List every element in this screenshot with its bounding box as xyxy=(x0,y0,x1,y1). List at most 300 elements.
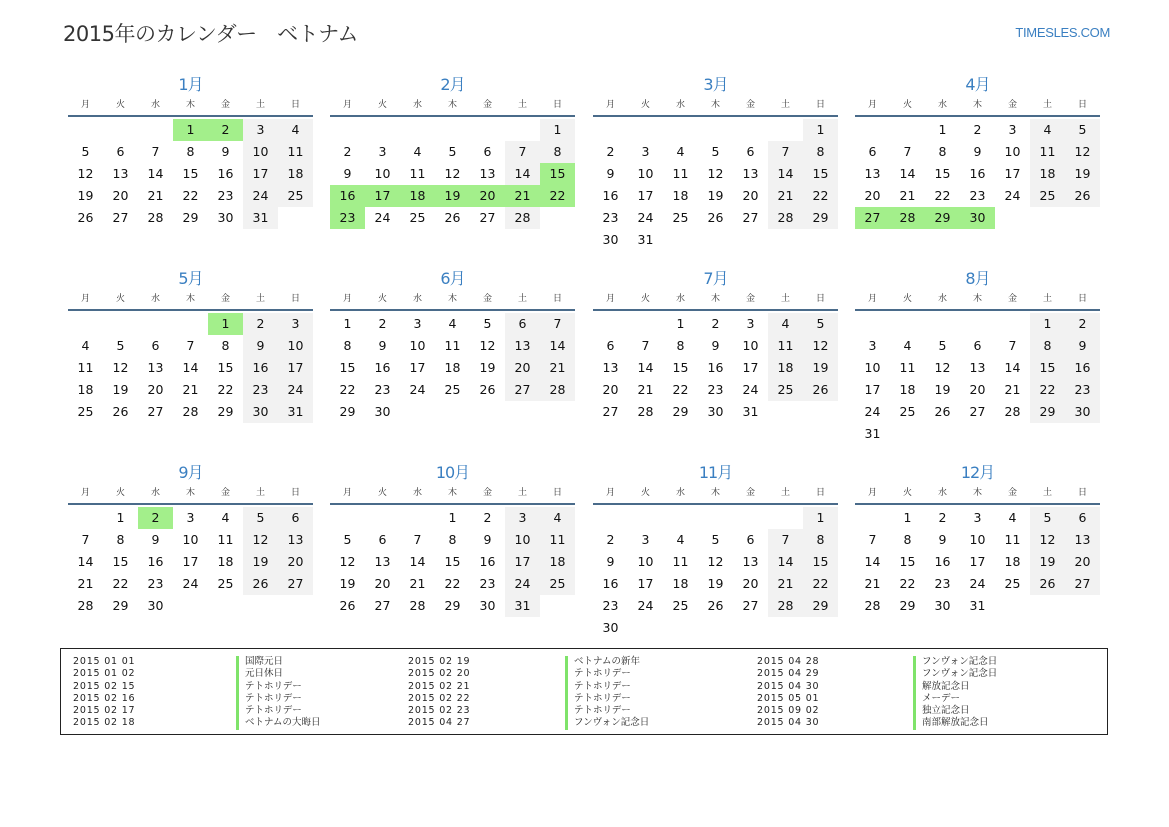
day-cell: 25 xyxy=(540,573,575,595)
day-cell: 6 xyxy=(278,507,313,529)
empty-cell xyxy=(733,119,768,141)
day-cell: 30 xyxy=(602,232,619,247)
day-cell: 31 xyxy=(505,595,540,617)
day-cell: 6 xyxy=(151,338,160,353)
day-cell: 26 xyxy=(1065,185,1100,207)
day-cell: 10 xyxy=(637,166,654,181)
weekday-label: 火 xyxy=(377,488,387,498)
day-cell: 6 xyxy=(973,338,982,353)
day-cell: 5 xyxy=(116,338,125,353)
holiday-name: テトホリデー xyxy=(565,668,631,680)
day-grid xyxy=(68,507,313,617)
day-cell: 26 xyxy=(112,404,129,419)
day-cell: 25 xyxy=(409,210,426,225)
day-cell: 6 xyxy=(606,338,615,353)
weekday-header xyxy=(330,96,575,117)
weekday-header xyxy=(855,96,1100,117)
weekday-label: 木 xyxy=(972,100,982,110)
day-cell: 27 xyxy=(112,210,129,225)
day-cell: 12 xyxy=(803,335,838,357)
holiday-date: 2015 04 28 xyxy=(757,656,820,667)
day-cell: 29 xyxy=(672,404,689,419)
day-cell: 21 xyxy=(77,576,94,591)
holiday-name: ベトナムの大晦日 xyxy=(236,717,321,729)
day-cell: 1 xyxy=(343,316,352,331)
day-cell: 25 xyxy=(77,404,94,419)
day-cell: 11 xyxy=(444,338,461,353)
day-cell: 18 xyxy=(540,551,575,573)
holiday-date: 2015 02 17 xyxy=(73,705,136,717)
day-cell: 24 xyxy=(864,404,881,419)
weekday-label: 月 xyxy=(342,488,352,498)
day-cell: 8 xyxy=(1030,335,1065,357)
holiday-date: 2015 09 02 xyxy=(757,705,820,717)
weekday-label: 土 xyxy=(780,100,790,110)
day-cell: 11 xyxy=(77,360,94,375)
day-cell: 15 xyxy=(444,554,461,569)
day-cell: 18 xyxy=(672,576,689,591)
day-cell: 22 xyxy=(217,382,234,397)
weekday-label: 土 xyxy=(255,100,265,110)
day-cell: 7 xyxy=(768,529,803,551)
empty-cell xyxy=(593,119,628,141)
day-cell: 25 xyxy=(768,379,803,401)
day-cell: 9 xyxy=(483,532,492,547)
holiday-day-cell: 16 xyxy=(330,185,365,207)
day-cell: 13 xyxy=(1065,529,1100,551)
empty-cell xyxy=(733,507,768,529)
weekday-label: 日 xyxy=(815,294,825,304)
day-cell: 16 xyxy=(374,360,391,375)
holiday-name: 南部解放記念日 xyxy=(913,717,989,729)
weekday-label: 日 xyxy=(290,100,300,110)
day-cell: 7 xyxy=(768,141,803,163)
day-cell: 14 xyxy=(768,551,803,573)
day-cell: 24 xyxy=(409,382,426,397)
day-cell: 1 xyxy=(803,119,838,141)
day-cell: 8 xyxy=(186,144,195,159)
day-cell: 14 xyxy=(505,163,540,185)
day-cell: 7 xyxy=(151,144,160,159)
day-cell: 5 xyxy=(81,144,90,159)
day-cell: 1 xyxy=(1030,313,1065,335)
holiday-name: 独立記念日 xyxy=(913,705,970,717)
day-cell: 2 xyxy=(243,313,278,335)
holiday-legend xyxy=(60,648,1108,735)
empty-cell xyxy=(890,119,925,141)
day-cell: 13 xyxy=(479,166,496,181)
weekday-label: 火 xyxy=(640,488,650,498)
day-cell: 6 xyxy=(1065,507,1100,529)
day-cell: 19 xyxy=(707,576,724,591)
month-block xyxy=(330,268,575,423)
day-cell: 31 xyxy=(243,207,278,229)
month-name: 8月 xyxy=(965,269,990,288)
day-cell: 16 xyxy=(479,554,496,569)
holiday-day-cell: 21 xyxy=(505,185,540,207)
day-cell: 2 xyxy=(938,510,947,525)
day-cell: 21 xyxy=(864,576,881,591)
empty-cell xyxy=(138,119,173,141)
weekday-label: 火 xyxy=(115,100,125,110)
weekday-label: 日 xyxy=(1077,100,1087,110)
weekday-label: 日 xyxy=(290,294,300,304)
holiday-day-cell: 1 xyxy=(173,119,208,141)
holiday-name: フンヴォン記念日 xyxy=(565,717,649,729)
day-cell: 14 xyxy=(77,554,94,569)
day-cell: 5 xyxy=(711,532,720,547)
holiday-date: 2015 05 01 xyxy=(757,692,820,704)
day-cell: 3 xyxy=(973,510,982,525)
day-cell: 19 xyxy=(77,188,94,203)
day-cell: 31 xyxy=(742,404,759,419)
day-cell: 11 xyxy=(540,529,575,551)
day-cell: 29 xyxy=(217,404,234,419)
weekday-label: 水 xyxy=(675,294,685,304)
day-cell: 23 xyxy=(479,576,496,591)
day-cell: 16 xyxy=(602,188,619,203)
weekday-label: 土 xyxy=(255,488,265,498)
weekday-label: 土 xyxy=(1042,100,1052,110)
weekday-label: 日 xyxy=(1077,488,1087,498)
holiday-name: テトホリデー xyxy=(565,681,631,693)
day-cell: 17 xyxy=(505,551,540,573)
day-cell: 12 xyxy=(707,554,724,569)
day-cell: 4 xyxy=(1008,510,1017,525)
day-cell: 12 xyxy=(479,338,496,353)
day-cell: 10 xyxy=(969,532,986,547)
day-cell: 1 xyxy=(803,507,838,529)
day-cell: 21 xyxy=(540,357,575,379)
day-cell: 5 xyxy=(1030,507,1065,529)
day-cell: 27 xyxy=(742,598,759,613)
holiday-name: テトホリデー xyxy=(236,681,302,693)
day-cell: 26 xyxy=(339,598,356,613)
empty-cell xyxy=(698,507,733,529)
day-cell: 15 xyxy=(112,554,129,569)
holiday-day-cell: 15 xyxy=(540,163,575,185)
empty-cell xyxy=(400,507,435,529)
legend-row xyxy=(757,705,1077,717)
empty-cell xyxy=(593,313,628,335)
day-grid xyxy=(68,313,313,423)
day-cell: 22 xyxy=(803,573,838,595)
weekday-label: 土 xyxy=(517,488,527,498)
day-cell: 7 xyxy=(186,338,195,353)
day-cell: 14 xyxy=(182,360,199,375)
empty-cell xyxy=(628,313,663,335)
month-block xyxy=(330,74,575,229)
day-cell: 20 xyxy=(505,357,540,379)
day-cell: 24 xyxy=(969,576,986,591)
day-cell: 11 xyxy=(1004,532,1021,547)
weekday-label: 金 xyxy=(482,294,492,304)
day-cell: 6 xyxy=(868,144,877,159)
weekday-label: 木 xyxy=(447,100,457,110)
day-cell: 14 xyxy=(768,163,803,185)
empty-cell xyxy=(68,119,103,141)
day-cell: 26 xyxy=(243,573,278,595)
empty-cell xyxy=(698,119,733,141)
month-block xyxy=(593,74,838,251)
day-cell: 17 xyxy=(742,360,759,375)
day-cell: 5 xyxy=(448,144,457,159)
weekday-label: 木 xyxy=(710,488,720,498)
empty-cell xyxy=(103,119,138,141)
empty-cell xyxy=(593,507,628,529)
day-cell: 26 xyxy=(803,379,838,401)
day-cell: 5 xyxy=(711,144,720,159)
day-cell: 13 xyxy=(742,554,759,569)
holiday-day-cell: 17 xyxy=(365,185,400,207)
day-cell: 11 xyxy=(217,532,234,547)
day-cell: 15 xyxy=(803,551,838,573)
holiday-date: 2015 01 02 xyxy=(73,668,136,680)
day-cell: 19 xyxy=(243,551,278,573)
empty-cell xyxy=(365,119,400,141)
day-cell: 7 xyxy=(81,532,90,547)
weekday-header xyxy=(330,290,575,311)
day-cell: 11 xyxy=(1030,141,1065,163)
day-cell: 13 xyxy=(278,529,313,551)
day-cell: 3 xyxy=(243,119,278,141)
weekday-label: 木 xyxy=(185,488,195,498)
day-cell: 4 xyxy=(413,144,422,159)
day-cell: 12 xyxy=(77,166,94,181)
day-cell: 16 xyxy=(934,554,951,569)
day-cell: 13 xyxy=(742,166,759,181)
day-cell: 20 xyxy=(278,551,313,573)
month-block xyxy=(593,268,838,423)
day-cell: 19 xyxy=(339,576,356,591)
day-cell: 17 xyxy=(637,188,654,203)
weekday-label: 日 xyxy=(552,488,562,498)
day-cell: 4 xyxy=(676,532,685,547)
empty-cell xyxy=(103,313,138,335)
day-cell: 24 xyxy=(182,576,199,591)
legend-row xyxy=(757,668,1077,680)
day-cell: 17 xyxy=(637,576,654,591)
day-cell: 30 xyxy=(602,620,619,635)
day-cell: 20 xyxy=(742,576,759,591)
empty-cell xyxy=(400,119,435,141)
day-cell: 28 xyxy=(768,207,803,229)
weekday-label: 月 xyxy=(80,100,90,110)
day-cell: 24 xyxy=(243,185,278,207)
empty-cell xyxy=(138,313,173,335)
day-cell: 15 xyxy=(1030,357,1065,379)
day-cell: 22 xyxy=(182,188,199,203)
day-cell: 19 xyxy=(112,382,129,397)
day-cell: 23 xyxy=(374,382,391,397)
day-cell: 18 xyxy=(1004,554,1021,569)
day-cell: 25 xyxy=(278,185,313,207)
legend-row xyxy=(757,693,1077,705)
day-cell: 12 xyxy=(339,554,356,569)
day-cell: 18 xyxy=(444,360,461,375)
day-cell: 10 xyxy=(182,532,199,547)
holiday-name: フンヴォン記念日 xyxy=(913,656,997,668)
legend-column xyxy=(408,656,728,730)
empty-cell xyxy=(330,119,365,141)
day-cell: 21 xyxy=(768,573,803,595)
empty-cell xyxy=(995,313,1030,335)
weekday-label: 水 xyxy=(675,100,685,110)
day-cell: 2 xyxy=(1065,313,1100,335)
legend-row xyxy=(757,717,1077,729)
day-cell: 8 xyxy=(448,532,457,547)
weekday-label: 月 xyxy=(342,100,352,110)
holiday-name: 国際元日 xyxy=(236,656,283,668)
month-name: 12月 xyxy=(960,463,995,482)
day-cell: 25 xyxy=(899,404,916,419)
day-cell: 29 xyxy=(339,404,356,419)
day-cell: 3 xyxy=(641,144,650,159)
day-cell: 31 xyxy=(969,598,986,613)
day-cell: 1 xyxy=(116,510,125,525)
holiday-name: テトホリデー xyxy=(565,693,631,705)
legend-row xyxy=(73,717,393,729)
holiday-day-cell: 22 xyxy=(540,185,575,207)
day-cell: 28 xyxy=(147,210,164,225)
weekday-label: 土 xyxy=(517,294,527,304)
weekday-label: 火 xyxy=(115,488,125,498)
weekday-header xyxy=(330,484,575,505)
weekday-label: 土 xyxy=(1042,488,1052,498)
day-cell: 2 xyxy=(606,144,615,159)
day-cell: 12 xyxy=(1030,529,1065,551)
day-cell: 3 xyxy=(186,510,195,525)
holiday-date: 2015 02 20 xyxy=(408,668,471,680)
legend-row xyxy=(408,705,728,717)
day-cell: 15 xyxy=(899,554,916,569)
day-cell: 4 xyxy=(221,510,230,525)
day-cell: 31 xyxy=(278,401,313,423)
weekday-label: 月 xyxy=(80,294,90,304)
day-cell: 5 xyxy=(483,316,492,331)
day-cell: 25 xyxy=(672,210,689,225)
day-cell: 20 xyxy=(602,382,619,397)
day-cell: 10 xyxy=(742,338,759,353)
day-cell: 15 xyxy=(934,166,951,181)
day-cell: 13 xyxy=(505,335,540,357)
weekday-label: 木 xyxy=(185,100,195,110)
holiday-date: 2015 04 30 xyxy=(757,680,820,692)
day-cell: 29 xyxy=(1030,401,1065,423)
weekday-label: 木 xyxy=(710,100,720,110)
day-cell: 31 xyxy=(864,426,881,441)
day-cell: 23 xyxy=(147,576,164,591)
day-cell: 19 xyxy=(479,360,496,375)
weekday-label: 日 xyxy=(1077,294,1087,304)
month-block xyxy=(855,462,1100,617)
holiday-name: メーデー xyxy=(913,693,960,705)
month-name: 11月 xyxy=(698,463,733,482)
day-cell: 4 xyxy=(278,119,313,141)
day-cell: 27 xyxy=(147,404,164,419)
day-cell: 24 xyxy=(637,210,654,225)
empty-cell xyxy=(68,313,103,335)
weekday-header xyxy=(68,484,313,505)
weekday-label: 土 xyxy=(780,294,790,304)
weekday-label: 土 xyxy=(517,100,527,110)
empty-cell xyxy=(890,313,925,335)
day-cell: 4 xyxy=(768,313,803,335)
day-cell: 29 xyxy=(803,595,838,617)
day-cell: 16 xyxy=(969,166,986,181)
day-cell: 3 xyxy=(746,316,755,331)
month-block xyxy=(68,268,313,423)
day-cell: 20 xyxy=(147,382,164,397)
weekday-header xyxy=(68,96,313,117)
day-cell: 14 xyxy=(864,554,881,569)
day-cell: 17 xyxy=(1004,166,1021,181)
weekday-label: 火 xyxy=(640,100,650,110)
day-cell: 21 xyxy=(768,185,803,207)
weekday-label: 土 xyxy=(1042,294,1052,304)
day-cell: 14 xyxy=(1004,360,1021,375)
day-cell: 3 xyxy=(278,313,313,335)
day-cell: 23 xyxy=(602,210,619,225)
day-cell: 19 xyxy=(1030,551,1065,573)
day-cell: 23 xyxy=(602,598,619,613)
day-cell: 28 xyxy=(540,379,575,401)
day-cell: 30 xyxy=(217,210,234,225)
holiday-day-cell: 2 xyxy=(138,507,173,529)
day-cell: 9 xyxy=(973,144,982,159)
day-cell: 15 xyxy=(339,360,356,375)
day-cell: 22 xyxy=(934,188,951,203)
day-grid xyxy=(593,313,838,423)
day-cell: 14 xyxy=(540,335,575,357)
day-cell: 27 xyxy=(969,404,986,419)
legend-row xyxy=(73,693,393,705)
day-cell: 7 xyxy=(641,338,650,353)
day-cell: 18 xyxy=(77,382,94,397)
empty-cell xyxy=(470,119,505,141)
day-cell: 6 xyxy=(116,144,125,159)
day-cell: 31 xyxy=(637,232,654,247)
day-cell: 9 xyxy=(938,532,947,547)
day-cell: 1 xyxy=(676,316,685,331)
day-cell: 11 xyxy=(672,554,689,569)
day-cell: 16 xyxy=(602,576,619,591)
day-cell: 11 xyxy=(768,335,803,357)
holiday-day-cell: 20 xyxy=(470,185,505,207)
weekday-label: 火 xyxy=(377,100,387,110)
legend-row xyxy=(408,668,728,680)
holiday-date: 2015 02 21 xyxy=(408,680,471,692)
brand-link[interactable]: TIMESLES.COM xyxy=(1015,25,1110,40)
day-cell: 28 xyxy=(77,598,94,613)
day-cell: 9 xyxy=(151,532,160,547)
day-cell: 3 xyxy=(413,316,422,331)
day-cell: 8 xyxy=(903,532,912,547)
day-cell: 29 xyxy=(803,207,838,229)
day-cell: 10 xyxy=(1004,144,1021,159)
day-cell: 16 xyxy=(147,554,164,569)
day-cell: 8 xyxy=(540,141,575,163)
day-cell: 25 xyxy=(217,576,234,591)
month-name: 7月 xyxy=(703,269,728,288)
day-cell: 9 xyxy=(221,144,230,159)
day-cell: 1 xyxy=(448,510,457,525)
weekday-label: 水 xyxy=(937,488,947,498)
day-cell: 28 xyxy=(1004,404,1021,419)
legend-row xyxy=(408,681,728,693)
weekday-label: 金 xyxy=(1007,488,1017,498)
day-cell: 4 xyxy=(676,144,685,159)
